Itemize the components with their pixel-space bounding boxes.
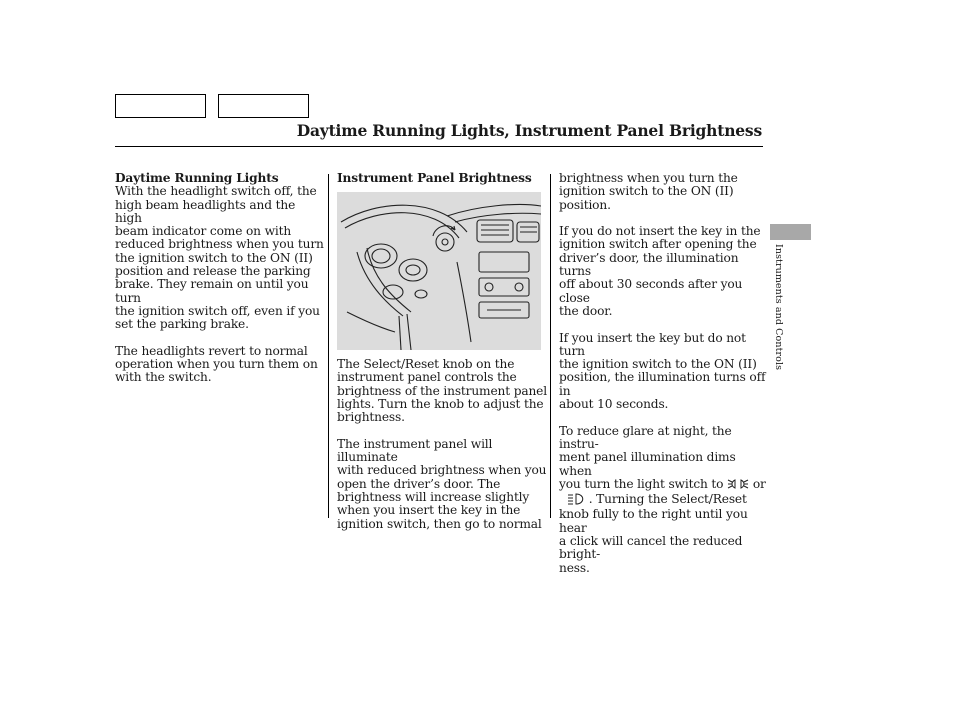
paragraph	[559, 225, 769, 318]
text-line: brightness when you turn the	[559, 171, 738, 185]
paragraph	[559, 425, 769, 575]
column-divider	[328, 174, 329, 518]
text-line: brightness.	[337, 410, 405, 425]
paragraph	[337, 438, 547, 531]
text-line: position, the illumination turns off in	[559, 370, 766, 398]
text-line: ment panel illumination dims when	[559, 450, 736, 478]
text-line: brightness will increase slightly	[337, 489, 530, 504]
section-tab	[770, 224, 811, 240]
text-line: the door.	[559, 303, 613, 318]
text-line: with reduced brightness when you	[337, 463, 547, 478]
text-line: If you insert the key but do not turn	[559, 330, 746, 358]
dashboard-illustration-drawing	[337, 192, 541, 350]
text-line: ness.	[559, 560, 590, 575]
text-line: ignition switch, then go to normal	[337, 516, 542, 531]
text-line: The instrument panel will illuminate	[337, 436, 493, 465]
column-divider	[550, 174, 551, 518]
main-menu-button[interactable]	[115, 94, 206, 118]
text-line: ignition switch to the ON (II)	[559, 184, 734, 199]
text-line: instrument panel controls the	[337, 370, 517, 385]
text-line: With the headlight switch off, the	[115, 184, 317, 199]
text-line: when you insert the key in the	[337, 503, 521, 518]
column-brightness-continued	[559, 172, 769, 588]
text-line: position and release the parking	[115, 264, 311, 279]
text-line: set the parking brake.	[115, 317, 249, 332]
text-line: If you do not insert the key in the	[559, 224, 761, 239]
text-line: the ignition switch off, even if you	[115, 303, 320, 318]
text-line	[559, 493, 769, 508]
text-line: reduced brightness when you turn	[115, 237, 324, 252]
column-instrument-panel-brightness	[337, 172, 547, 185]
text-line: about 10 seconds.	[559, 397, 669, 412]
text-line: with the switch.	[115, 370, 212, 385]
text-line: the ignition switch to the ON (II)	[559, 357, 757, 372]
text-line: lights. Turn the knob to adjust the	[337, 396, 544, 411]
parking-light-icon	[727, 478, 749, 493]
text-line: a click will cancel the reduced bright-	[559, 534, 743, 562]
text-line: position.	[559, 197, 611, 212]
text-fragment: . Turning the Select/Reset	[588, 492, 747, 507]
column-instrument-panel-text	[337, 358, 547, 544]
text-line: brightness of the instrument panel	[337, 383, 547, 398]
page-title: Daytime Running Lights, Instrument Panel Brightness	[296, 121, 762, 140]
text-line: knob fully to the right until you hear	[559, 507, 748, 535]
paragraph	[559, 332, 769, 412]
section-label: Instruments and Controls	[773, 244, 784, 371]
dashboard-illustration	[337, 192, 541, 350]
text-line: high beam headlights and the high	[115, 197, 296, 225]
text-line: The Select/Reset knob on the	[337, 357, 515, 371]
text-line: operation when you turn them on	[115, 357, 318, 372]
headlight-icon	[567, 493, 585, 508]
section-heading: Daytime Running Lights	[115, 171, 279, 185]
paragraph	[337, 358, 547, 424]
text-line: beam indicator come on with	[115, 224, 292, 239]
index-button[interactable]	[218, 94, 309, 118]
text-fragment: you turn the light switch to	[559, 476, 724, 491]
text-line: The headlights revert to normal	[115, 343, 308, 358]
text-line: open the driver’s door. The	[337, 476, 501, 491]
text-line: ignition switch after opening the	[559, 237, 757, 252]
text-line: driver’s door, the illumination turns	[559, 250, 739, 279]
text-line	[559, 478, 769, 493]
text-fragment: or	[752, 476, 766, 491]
text-line: off about 30 seconds after you close	[559, 277, 743, 305]
text-line: To reduce glare at night, the instru-	[559, 423, 732, 451]
text-line: brake. They remain on until you turn	[115, 277, 309, 305]
section-heading: Instrument Panel Brightness	[337, 171, 532, 185]
text-line: the ignition switch to the ON (II)	[115, 250, 313, 265]
paragraph	[115, 345, 325, 385]
column-daytime-running-lights	[115, 172, 325, 398]
paragraph	[115, 185, 325, 331]
title-divider	[115, 146, 763, 147]
paragraph	[559, 172, 769, 212]
